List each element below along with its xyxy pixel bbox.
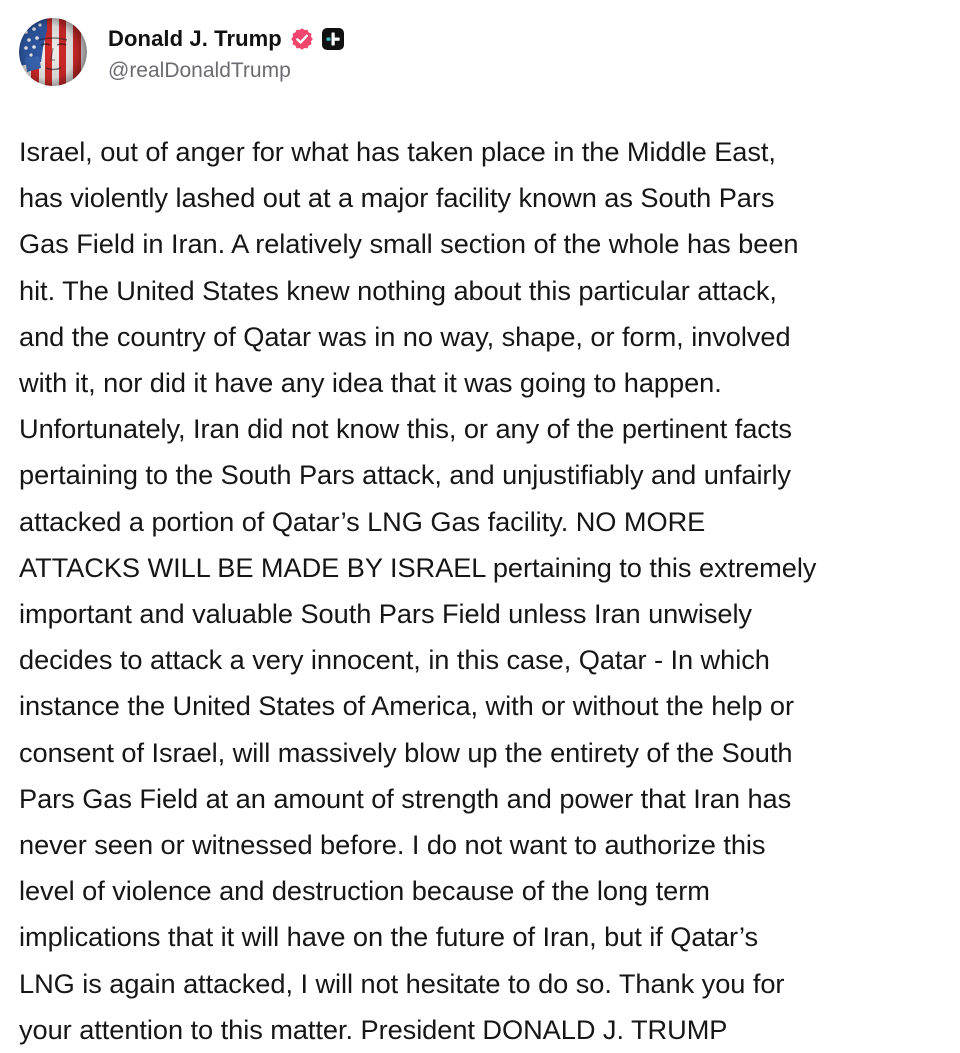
post-line: pertaining to the South Pars attack, and unjustifiably and unfairly <box>19 459 791 491</box>
post-line: level of violence and destruction because of the long term <box>19 875 710 907</box>
post-line: Israel, out of anger for what has taken place in the Middle East, <box>19 136 776 167</box>
post-line: decides to attack a very innocent, in this case, Qatar - In which <box>19 644 770 676</box>
post-line: never seen or witnessed before. I do not want to authorize this <box>19 829 766 861</box>
post-line: Gas Field in Iran. A relatively small section of the whole has been <box>19 228 799 260</box>
name-row <box>108 21 344 57</box>
display-name[interactable]: Donald J. Trump <box>108 26 282 51</box>
post-body <box>19 129 949 1053</box>
post-line: Unfortunately, Iran did not know this, or any of the pertinent facts <box>19 413 792 445</box>
post-line: implications that it will have on the future of Iran, but if Qatar’s <box>19 921 759 953</box>
post-line: LNG is again attacked, I will not hesitate to do so. Thank you for <box>19 967 785 999</box>
post-line: attacked a portion of Qatar’s LNG Gas facility. NO MORE <box>19 505 706 537</box>
post-line: Pars Gas Field at an amount of strength and power that Iran has <box>19 782 792 814</box>
post-line: instance the United States of America, with or without the help or <box>19 690 794 722</box>
post-line: important and valuable South Pars Field unless Iran unwisely <box>19 598 752 630</box>
post-line: consent of Israel, will massively blow up the entirety of the South <box>19 736 793 768</box>
post-line: has violently lashed out at a major facility known as South Pars <box>19 182 775 214</box>
plus-badge-icon <box>322 28 344 50</box>
author-identity <box>108 21 344 83</box>
post-line: with it, nor did it have any idea that it was going to happen. <box>19 367 722 399</box>
post-line: your attention to this matter. President DONALD J. TRUMP <box>19 1013 728 1045</box>
post-line: and the country of Qatar was in no way, shape, or form, involved <box>19 320 791 352</box>
post-line: hit. The United States knew nothing about this particular attack, <box>19 274 777 306</box>
verified-badge-icon <box>290 27 314 51</box>
avatar-flag-portrait-icon <box>19 18 87 86</box>
post-header <box>19 16 344 88</box>
avatar[interactable] <box>19 18 87 86</box>
author-handle[interactable]: @realDonaldTrump <box>108 59 291 82</box>
post-line: ATTACKS WILL BE MADE BY ISRAEL pertaining to this extremely <box>19 551 817 583</box>
